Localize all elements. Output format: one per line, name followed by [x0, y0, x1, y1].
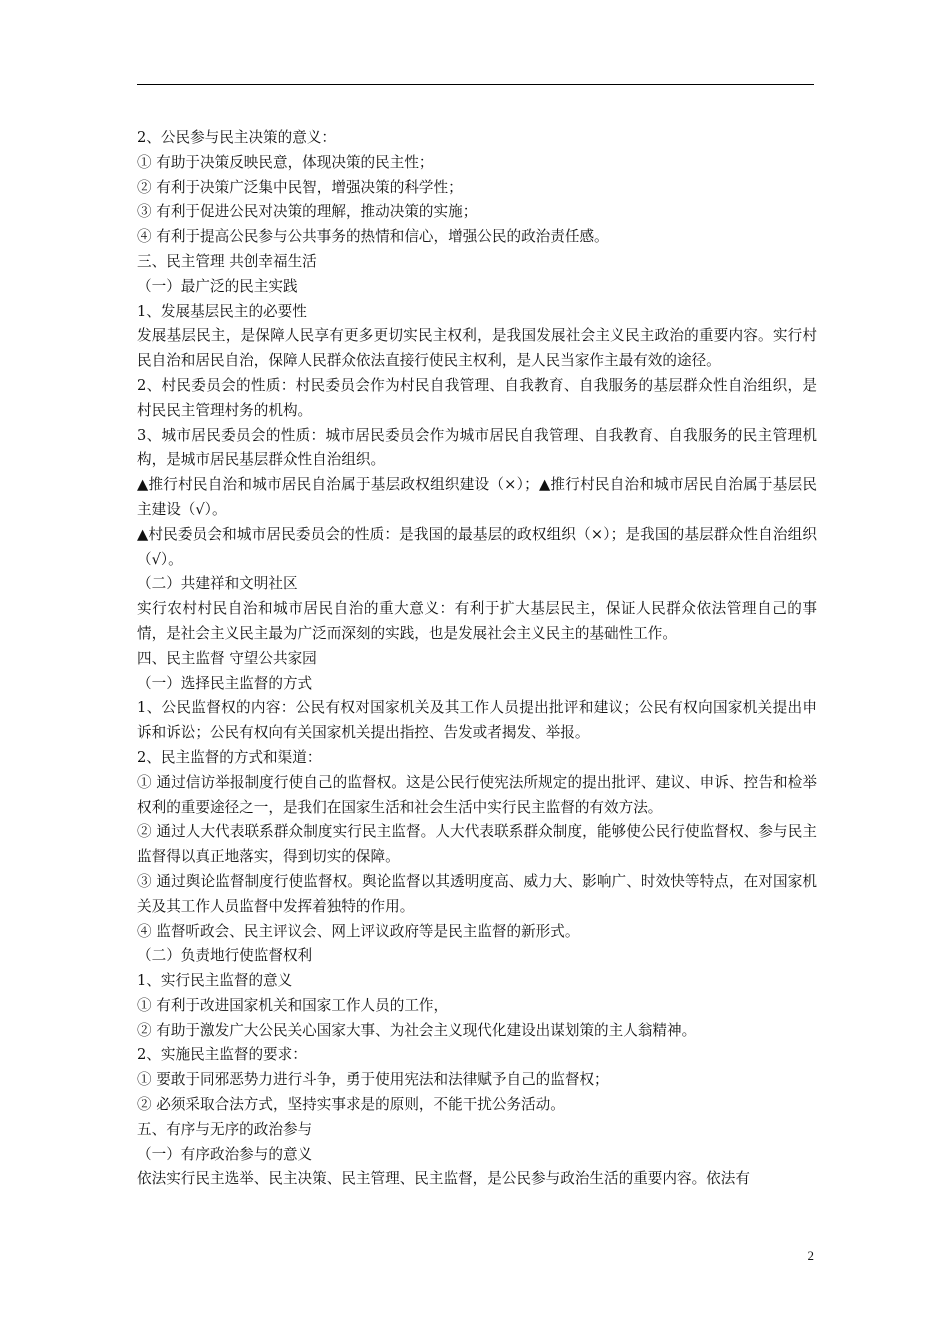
page-number: 2 — [807, 1248, 814, 1263]
paragraph: 3、城市居民委员会的性质：城市居民委员会作为城市居民自我管理、自我教育、自我服务的民主管理机构，是城市居民基层群众性自治组织。 — [137, 426, 817, 469]
text-line: ② 有利于决策广泛集中民智，增强决策的科学性； — [137, 178, 463, 196]
paragraph: ▲推行村民自治和城市居民自治属于基层政权组织建设（×）；▲推行村民自治和城市居民自治属于基层民主建设（√）。 — [137, 476, 817, 518]
text-line: 依法实行民主选举、民主决策、民主管理、民主监督，是公民参与政治生活的重要内容。依法有 — [137, 1170, 750, 1188]
paragraph: ③ 通过舆论监督制度行使监督权。舆论监督以其透明度高、威力大、影响广、时效快等特点，在对国家机关及其工作人员监督中发挥着独特的作用。 — [137, 872, 817, 915]
text-line: ② 必须采取合法方式，坚持实事求是的原则，不能干扰公务活动。 — [137, 1096, 565, 1114]
text-line: ③ 有利于促进公民对决策的理解，推动决策的实施； — [137, 203, 478, 221]
text-line: 1、实行民主监督的意义 — [137, 972, 293, 990]
text-line: 2、公民参与民主决策的意义： — [137, 129, 337, 146]
text-line: 2、实施民主监督的要求： — [137, 1046, 307, 1064]
subsection-heading: （二）共建祥和文明社区 — [137, 575, 298, 593]
subsection-heading: （一）有序政治参与的意义 — [137, 1145, 313, 1163]
subsection-heading: （一）选择民主监督的方式 — [137, 674, 313, 692]
subsection-heading: （一）最广泛的民主实践 — [137, 277, 298, 295]
section-heading: 三、民主管理 共创幸福生活 — [137, 252, 317, 270]
section-heading: 四、民主监督 守望公共家园 — [137, 649, 317, 667]
text-line: ④ 有利于提高公民参与公共事务的热情和信心，增强公民的政治责任感。 — [137, 228, 609, 246]
paragraph: ② 通过人大代表联系群众制度实行民主监督。人大代表联系群众制度，能够使公民行使监督权、参与民主监督得以真正地落实，得到切实的保障。 — [137, 823, 817, 866]
paragraph: 实行农村村民自治和城市居民自治的重大意义：有利于扩大基层民主，保证人民群众依法管理自己的事情，是社会主义民主最为广泛而深刻的实践，也是发展社会主义民主的基础性工作。 — [137, 600, 817, 642]
text-line: ② 有助于激发广大公民关心国家大事、为社会主义现代化建设出谋划策的主人翁精神。 — [137, 1021, 697, 1039]
paragraph: ▲村民委员会和城市居民委员会的性质：是我国的最基层的政权组织（×）；是我国的基层群众性自治组织（√）。 — [137, 525, 817, 568]
paragraph: ① 通过信访举报制度行使自己的监督权。这是公民行使宪法所规定的提出批评、建议、申诉、控告和检举权利的重要途径之一，是我们在国家生活和社会生活中实行民主监督的有效方法。 — [137, 773, 817, 816]
text-line: ① 有利于改进国家机关和国家工作人员的工作， — [137, 996, 449, 1014]
text-line: ④ 监督听政会、民主评议会、网上评议政府等是民主监督的新形式。 — [137, 922, 580, 940]
paragraph: 发展基层民主，是保障人民享有更多更切实民主权利，是我国发展社会主义民主政治的重要内容。实行村民自治和居民自治，保障人民群众依法直接行使民主权利，是人民当家作主最有效的途径。 — [137, 327, 817, 370]
subsection-heading: （二）负责地行使监督权利 — [137, 947, 313, 965]
document-body — [137, 126, 817, 1192]
paragraph: 2、村民委员会的性质：村民委员会作为村民自我管理、自我教育、自我服务的基层群众性自治组织，是村民民主管理村务的机构。 — [137, 376, 817, 419]
text-line: 1、发展基层民主的必要性 — [137, 302, 307, 320]
text-line: 2、民主监督的方式和渠道： — [137, 748, 322, 766]
section-heading: 五、有序与无序的政治参与 — [137, 1120, 313, 1138]
header-rule — [137, 84, 814, 85]
text-line: ① 有助于决策反映民意，体现决策的民主性； — [137, 153, 434, 171]
paragraph: 1、公民监督权的内容：公民有权对国家机关及其工作人员提出批评和建议；公民有权向国家机关提出申诉和诉讼；公民有权向有关国家机关提出指控、告发或者揭发、举报。 — [137, 699, 817, 742]
text-line: ① 要敢于同邪恶势力进行斗争，勇于使用宪法和法律赋予自己的监督权； — [137, 1071, 609, 1089]
